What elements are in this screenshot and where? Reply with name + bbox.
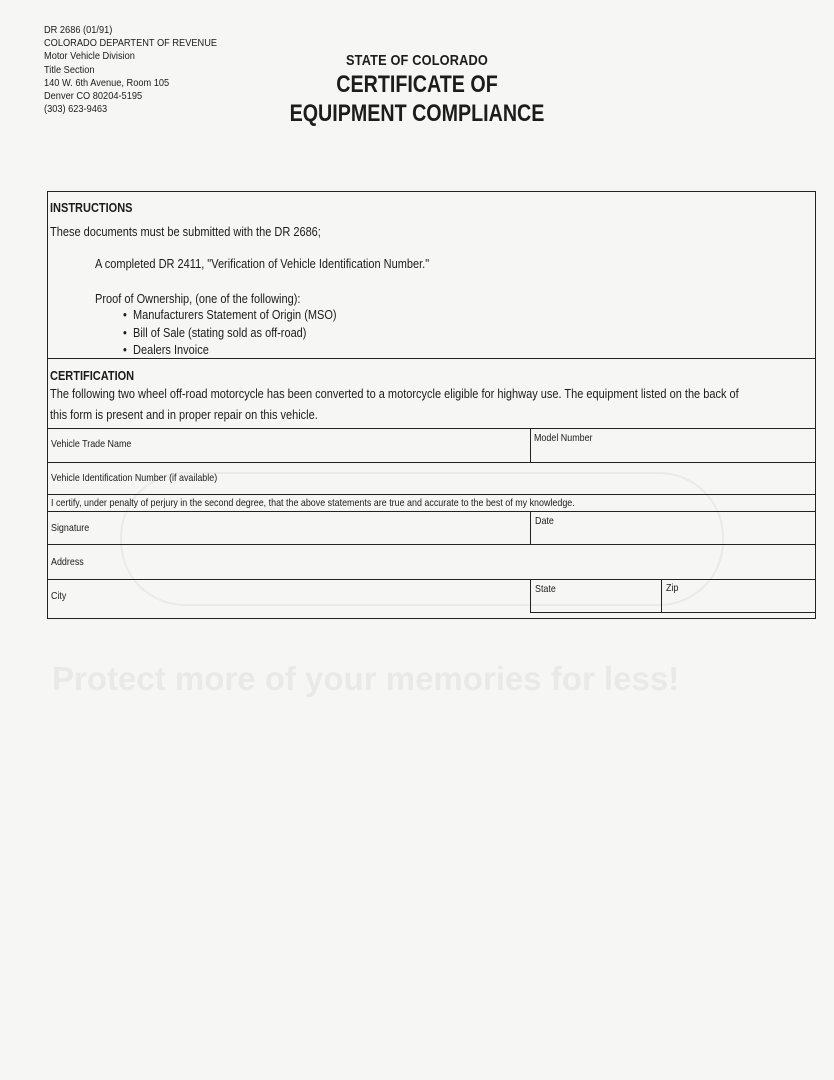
city-field[interactable]: City (51, 590, 67, 602)
field-divider (47, 428, 816, 429)
field-divider (47, 511, 816, 512)
city-state-zip: Denver CO 80204-5195 (44, 90, 143, 103)
field-divider (661, 579, 662, 612)
field-divider (47, 579, 816, 580)
certification-heading: CERTIFICATION (50, 369, 135, 383)
compliance-title: EQUIPMENT COMPLIANCE (289, 100, 545, 127)
instructions-heading: INSTRUCTIONS (50, 201, 133, 215)
date-field[interactable]: Date (535, 515, 554, 527)
form-box (47, 191, 816, 619)
field-divider (47, 494, 816, 495)
certificate-title: CERTIFICATE OF (336, 71, 498, 98)
section-divider (47, 358, 816, 359)
form-id: DR 2686 (01/91) (44, 24, 113, 36)
field-divider (47, 544, 816, 545)
list-item: • Dealers Invoice (123, 342, 337, 360)
department-name: COLORADO DEPARTENT OF REVENUE (44, 37, 218, 50)
signature-field[interactable]: Signature (51, 522, 90, 534)
state-field[interactable]: State (535, 583, 556, 595)
watermark-text: Protect more of your memories for less! (52, 660, 680, 697)
perjury-statement: I certify, under penalty of perjury in the second degree, that the above statements are true and accurate to the best of my knowledge. (51, 497, 575, 509)
certification-text-line1: The following two wheel off-road motorcycle has been converted to a motorcycle eligible for highway use. The equipment listed on the back of (50, 387, 739, 401)
model-number-field[interactable]: Model Number (534, 432, 593, 444)
instructions-item-dr2411: A completed DR 2411, "Verification of Vehicle Identification Number." (95, 257, 430, 271)
field-divider (530, 511, 531, 544)
zip-field[interactable]: Zip (666, 582, 679, 594)
address-field[interactable]: Address (51, 556, 84, 568)
state-title: STATE OF COLORADO (346, 52, 488, 69)
street-address: 140 W. 6th Avenue, Room 105 (44, 76, 170, 89)
vehicle-trade-name-field[interactable]: Vehicle Trade Name (51, 438, 132, 450)
ownership-list (123, 307, 366, 360)
phone-number: (303) 623-9463 (44, 103, 108, 116)
certification-text-line2: this form is present and in proper repair on this vehicle. (50, 408, 318, 422)
list-item: • Manufacturers Statement of Origin (MSO) (123, 307, 337, 325)
instructions-intro: These documents must be submitted with the DR 2686; (50, 225, 321, 239)
title-block (0, 52, 834, 129)
vin-field[interactable]: Vehicle Identification Number (if available) (51, 472, 218, 484)
field-divider (47, 462, 816, 463)
field-divider (530, 579, 531, 612)
division-name: Motor Vehicle Division (44, 50, 135, 63)
field-divider (530, 428, 531, 462)
list-item: • Bill of Sale (stating sold as off-road) (123, 325, 337, 343)
field-divider (530, 612, 816, 613)
ownership-heading: Proof of Ownership, (one of the following): (95, 292, 301, 306)
section-name: Title Section (44, 63, 95, 76)
